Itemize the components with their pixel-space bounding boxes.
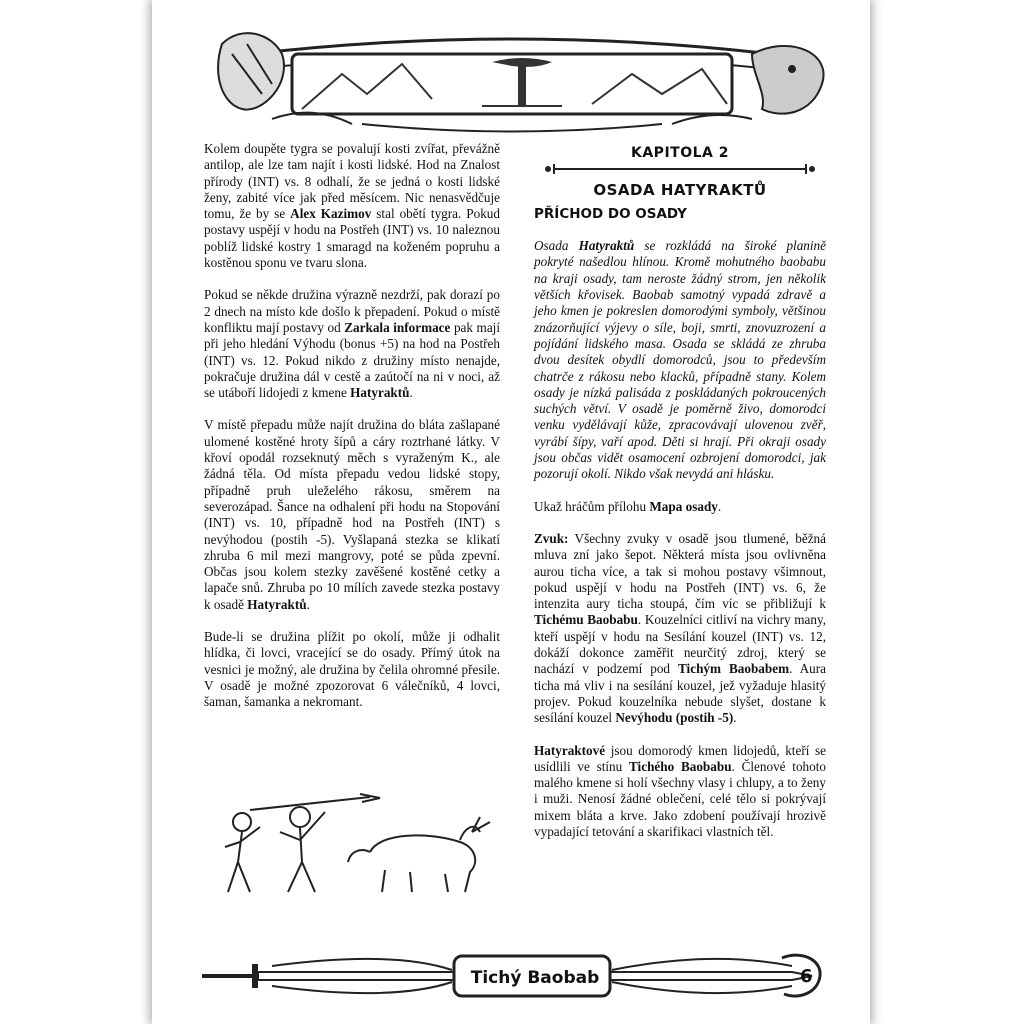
paragraph-sound: Zvuk: Všechny zvuky v osadě jsou tlumené, běžná mluva zní jako šepot. Některá místa jsou ovlivněna aurou ticha více, a tak si mohou postavy všimnout, pokud uspějí v hodu na Postřeh (INT) vs. 6, že intenzita aury ticha stoupá, čím víc se přibližují k Tichému Baobabu. Kouzelníci citliví na vichry many, kteří uspějí v hodu na Sesílání kouzel (INT) vs. 12, dokáží dokonce zaměřit neurčitý zdroj, který se nachází v podzemí pod Tichým Baobabem. Aura ticha má vliv i na sesílání kouzel, jež vyžaduje hlasitý projev. Pokud kouzelníka nebude slyšet, dostane k sesílání kouzel Nevýhodu (postih -5). bbox=[534, 530, 826, 726]
paragraph-tracks: V místě přepadu může najít družina do bláta zašlapané ulomené kostěné hroty šípů a cáry roztrhané látky. V křoví opodál rozseknutý měch s vyraženým K., ale žádná těla. Od místa přepadu vedou lidské stopy, případně pruh uleželého rákosu, směrem na severozápad. Šance na odhalení při hodu na Stopování (INT) vs. 10, případně hod na Postřeh (INT) s nevýhodou (postih -5). Vyšlapaná stezka se klikatí zhruba 6 mil mezi mangrovy, poté se půda zpevní. Občas jsou kolem stezky zavěšené kostěné cetky a lapače snů. Zhruba po 10 mílích zavede stezka postavy k osadě Hatyraktů. bbox=[204, 417, 500, 612]
paragraph-tribe: Hatyraktové jsou domorodý kmen lidojedů, kteří se usídlili ve stínu Tichého Baobabu. Členové tohoto malého kmene si holí všechny vlasy i chlupy, a to ženy i muži. Nenosí žádné oblečení, celé tělo si pokrývají mixem bláta a krve. Jako zdobení používají hrozivě vypadající tetování a skarifikaci vlastních těl. bbox=[534, 742, 826, 839]
paragraph-tiger-den: Kolem doupěte tygra se povalují kosti zvířat, převážně antilop, ale lze tam najít i kosti lidské. Hod na Znalost přírody (INT) vs. 8 odhalí, že se jedná o kosti lidské ženy, zabité více jak před měsícem. Nic nenasvědčuje tomu, že by se Alex Kazimov stal obětí tygra. Pokud postavy uspějí v hodu na Postřeh (INT) vs. 10 naleznou poblíž lidské kostry 1 smaragd na koženém popruhu a kostěnou sponu ve tvaru slona. bbox=[204, 141, 500, 271]
document-page bbox=[152, 0, 870, 1024]
left-column bbox=[204, 141, 500, 727]
paragraph-ambush-site: Pokud se někde družina výrazně nezdrží, pak dorazí po 2 dnech na místo kde došlo k přepadení. Pokud o místě konfliktu mají postavy od Zarkala informace pak mají při jeho hledání Výhodu (bonus +5) na hod na Postřeh (INT) vs. 12. Pokud nikdo z družiny místo nenajde, pokračuje družina dál v cestě a zaútočí na ni v noci, až se utáboří lidojedi z kmene Hatyraktů. bbox=[204, 287, 500, 401]
paragraph-settlement-intro: Osada Hatyraktů se rozkládá na široké planině pokryté našedlou hlínou. Kromě mohutného baobabu na kraji osady, tam neroste žádný strom, jen několik větších křovisek. Baobab samotný vypadá zdravě a jeho kmen je pokreslen domorodými symboly, většinou znázorňující výjevy o síle, boji, smrti, znovuzrození a pojídání lidského masa. Osada se skládá ze zhruba dvou desítek obydlí domorodců, jsou to především chatrče z rákosu nebo klacků, případně stany. Kolem osady je nízká palisáda z poskládaných pokroucených suchých větví. V osadě je poměrně živo, domorodci venku vydělávají kůže, zpracovávají ulovenou zvěř, vyrábí šípy, vaří apod. Děti si hrají. Při okraji osady jsou občas vidět osamocení ozbrojení domorodci, jak pozorují okolí. Nikdo však nevydá ani hlásku. bbox=[534, 238, 826, 482]
paragraph-sneaking: Bude-li se družina plížit po okolí, může ji odhalit hlídka, či lovci, vracející se do osady. Přímý útok na vesnici je možný, ale družina by čelila ohromné přesile. V osadě je možné zpozorovat 6 válečníků, 4 lovci, šaman, šamanka a nekromant. bbox=[204, 629, 500, 710]
section-heading: PŘÍCHOD DO OSADY bbox=[534, 205, 687, 222]
chapter-divider-ornament bbox=[534, 162, 826, 176]
page-number: 6 bbox=[800, 966, 813, 987]
chapter-title: OSADA HATYRAKTŮ bbox=[593, 180, 767, 199]
hunters-sketch-illustration bbox=[210, 792, 520, 912]
header-banner-illustration bbox=[192, 14, 832, 134]
right-column bbox=[534, 141, 826, 856]
footer-title: Tichý Baobab bbox=[470, 968, 600, 988]
chapter-number: KAPITOLA 2 bbox=[631, 145, 729, 161]
paragraph-map-handout: Ukaž hráčům přílohu Mapa osady. bbox=[534, 498, 722, 514]
